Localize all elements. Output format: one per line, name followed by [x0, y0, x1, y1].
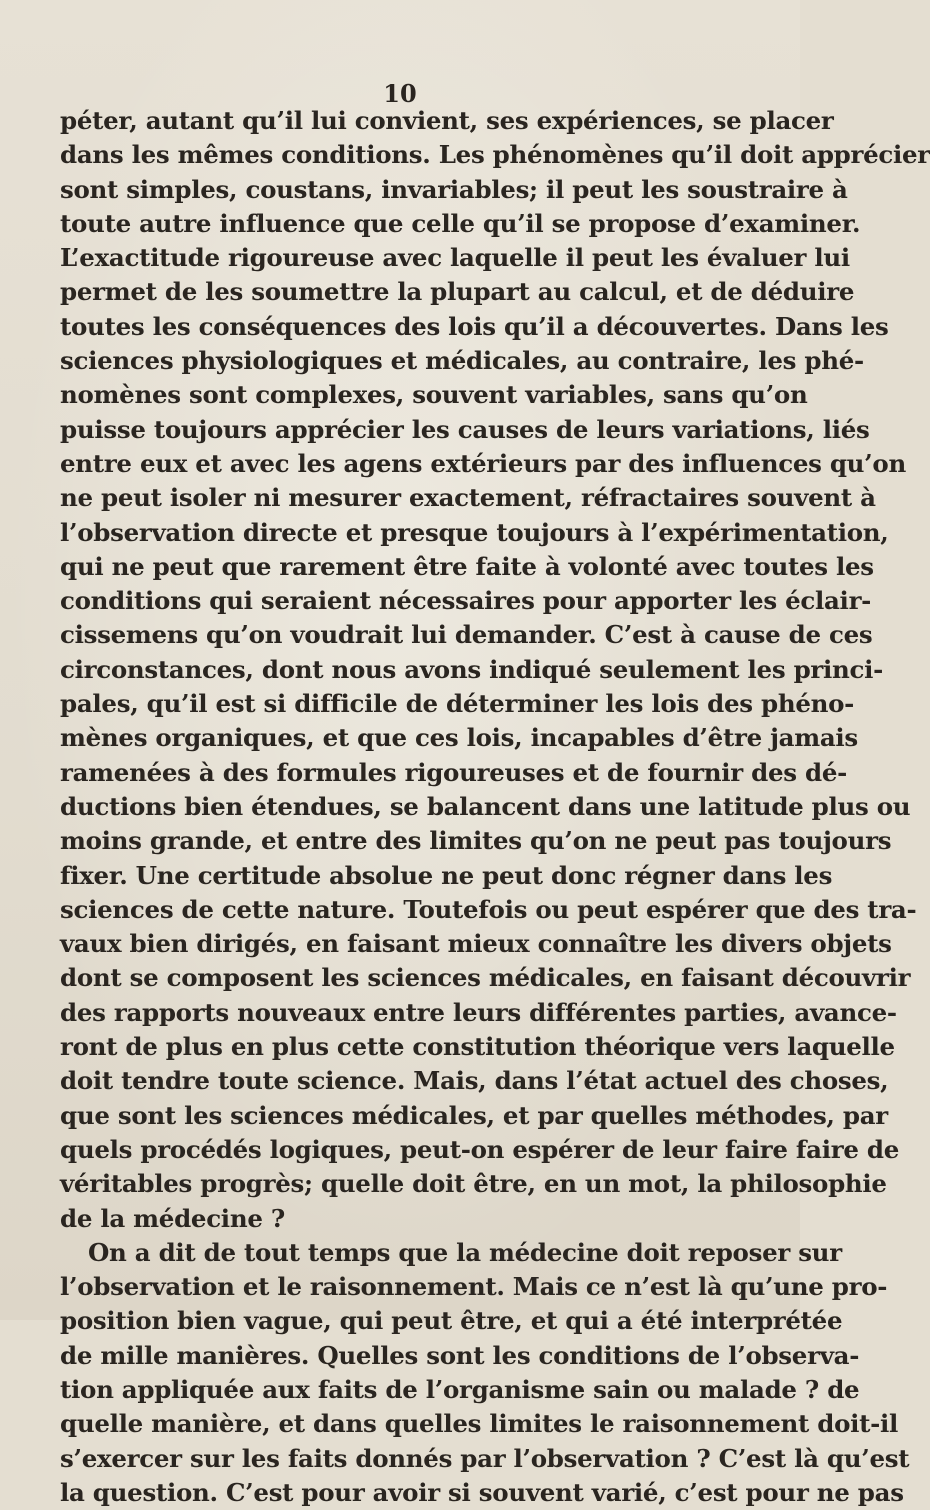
text-line: permet de les soumettre la plupart au calcul, et de déduire	[60, 277, 855, 307]
paragraph	[60, 1236, 910, 1510]
text-line: l’observation directe et presque toujours à l’expérimentation,	[60, 517, 889, 547]
text-line: entre eux et avec les agens extérieurs par des influences qu’on	[60, 448, 906, 478]
text-line: sciences de cette nature. Toutefois ou peut espérer que des tra-	[60, 894, 917, 924]
text-line: ront de plus en plus cette constitution théorique vers laquelle	[60, 1032, 895, 1062]
body-text	[60, 104, 930, 1510]
page-number: 10	[383, 79, 417, 108]
text-line: fixer. Une certitude absolue ne peut donc régner dans les	[60, 860, 833, 890]
text-line: dans les mêmes conditions. Les phénomènes qu’il doit apprécier	[60, 140, 930, 170]
text-line: sciences physiologiques et médicales, au contraire, les phé-	[60, 346, 864, 376]
text-line: puisse toujours apprécier les causes de leurs variations, liés	[60, 414, 870, 444]
text-line: toute autre influence que celle qu’il se propose d’examiner.	[60, 208, 861, 238]
text-line: quels procédés logiques, peut-on espérer de leur faire faire de	[60, 1134, 899, 1164]
text-line: L’exactitude rigoureuse avec laquelle il peut les évaluer lui	[60, 243, 850, 273]
text-line: péter, autant qu’il lui convient, ses expériences, se placer	[60, 106, 834, 135]
text-line: quelle manière, et dans quelles limites le raisonnement doit-il	[60, 1409, 899, 1439]
text-line: conditions qui seraient nécessaires pour apporter les éclair-	[60, 586, 872, 616]
text-line: ne peut isoler ni mesurer exactement, réfractaires souvent à	[60, 483, 876, 513]
text-line: mènes organiques, et que ces lois, incapables d’être jamais	[60, 723, 858, 753]
text-line: des rapports nouveaux entre leurs différentes parties, avance-	[60, 997, 897, 1027]
text-line: pales, qu’il est si difficile de déterminer les lois des phéno-	[60, 689, 855, 719]
text-line: sont simples, coustans, invariables; il peut les soustraire à	[60, 174, 848, 204]
text-line: doit tendre toute science. Mais, dans l’état actuel des choses,	[60, 1066, 889, 1096]
text-line: dont se composent les sciences médicales, en faisant découvrir	[60, 963, 911, 993]
text-line: l’observation et le raisonnement. Mais ce n’est là qu’une pro-	[60, 1272, 888, 1302]
text-line: circonstances, dont nous avons indiqué seulement les princi-	[60, 654, 884, 684]
text-line: tion appliquée aux faits de l’organisme sain ou malade ? de	[60, 1374, 860, 1404]
text-line: position bien vague, qui peut être, et qui a été interprétée	[60, 1306, 843, 1336]
text-line: de la médecine ?	[60, 1203, 285, 1233]
text-line: de mille manières. Quelles sont les conditions de l’observa-	[60, 1340, 860, 1370]
text-line: la question. C’est pour avoir si souvent varié, c’est pour ne pas	[60, 1477, 904, 1507]
text-line: qui ne peut que rarement être faite à volonté avec toutes les	[60, 551, 874, 581]
paragraph	[60, 104, 930, 1236]
text-line: moins grande, et entre des limites qu’on ne peut pas toujours	[60, 826, 892, 856]
text-line: ductions bien étendues, se balancent dans une latitude plus ou	[60, 791, 911, 821]
text-line: vaux bien dirigés, en faisant mieux connaître les divers objets	[60, 929, 892, 959]
text-line: On a dit de tout temps que la médecine doit reposer sur	[88, 1237, 842, 1267]
text-line: véritables progrès; quelle doit être, en un mot, la philosophie	[60, 1169, 887, 1199]
text-line: cissemens qu’on voudrait lui demander. C’est à cause de ces	[60, 620, 873, 650]
text-line: toutes les conséquences des lois qu’il a découvertes. Dans les	[60, 311, 889, 341]
text-line: que sont les sciences médicales, et par quelles méthodes, par	[60, 1100, 888, 1130]
text-line: ramenées à des formules rigoureuses et de fournir des dé-	[60, 757, 847, 787]
text-line: nomènes sont complexes, souvent variables, sans qu’on	[60, 380, 808, 410]
text-line: s’exercer sur les faits donnés par l’observation ? C’est là qu’est	[60, 1443, 910, 1473]
